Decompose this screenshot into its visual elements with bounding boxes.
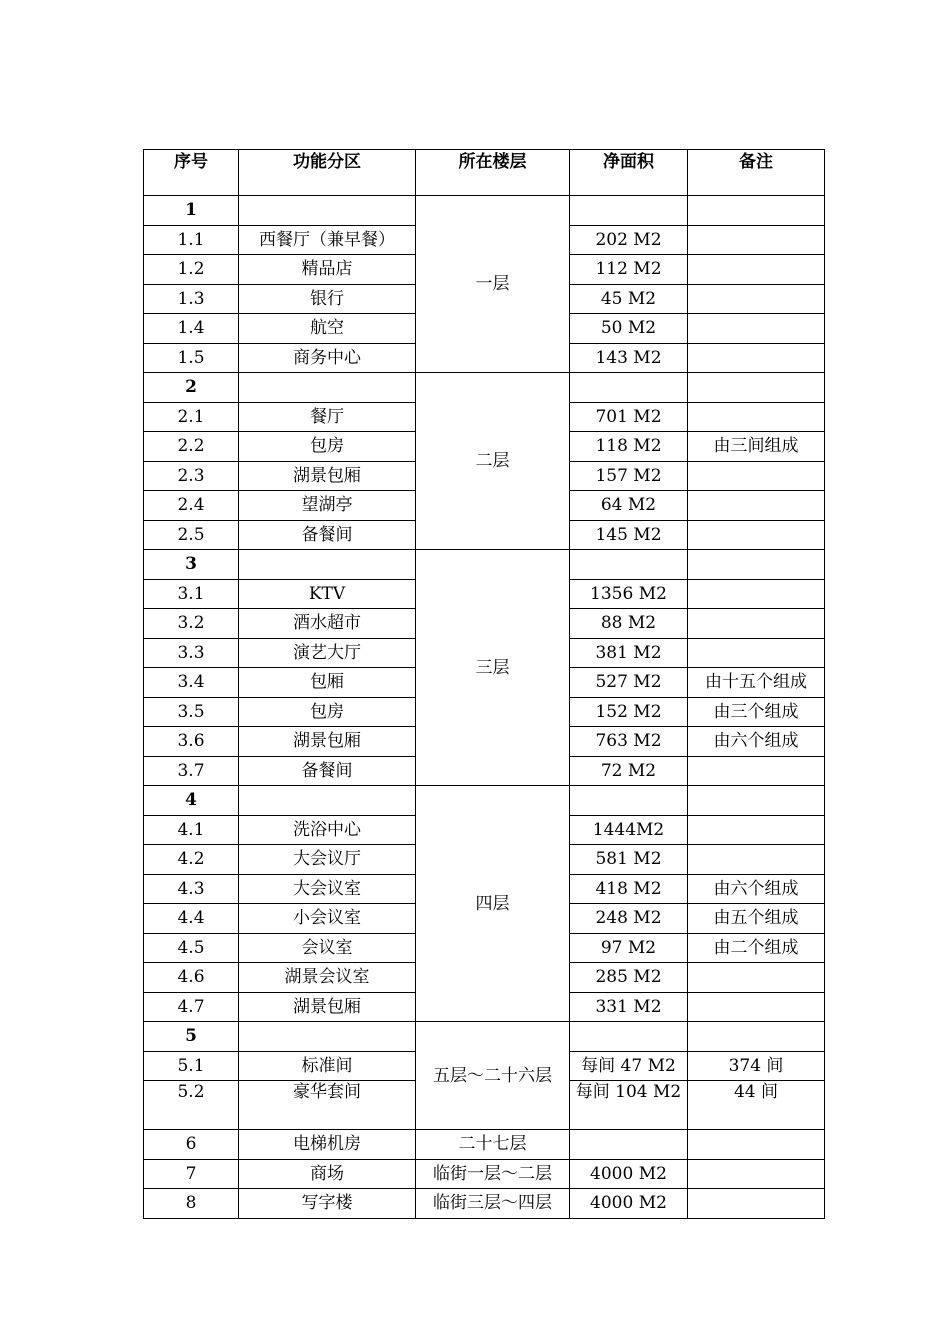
row-function-area: [239, 196, 416, 226]
row-note: [688, 579, 825, 609]
table-body: [144, 196, 825, 1219]
row-function-area: 精品店: [239, 255, 416, 285]
row-net-area: 每间 104 M2: [570, 1081, 688, 1130]
row-floor: 四层: [416, 786, 570, 1022]
table-header-row: [144, 150, 825, 196]
row-net-area: [570, 1022, 688, 1052]
row-note: 由五个组成: [688, 904, 825, 934]
row-note: [688, 815, 825, 845]
row-net-area: 64 M2: [570, 491, 688, 521]
row-net-area: [570, 373, 688, 403]
table-row: [144, 786, 825, 816]
row-net-area: 331 M2: [570, 992, 688, 1022]
row-note: [688, 373, 825, 403]
row-number: 7: [144, 1159, 239, 1189]
row-net-area: 143 M2: [570, 343, 688, 373]
row-function-area: 湖景会议室: [239, 963, 416, 993]
row-number: 3.5: [144, 697, 239, 727]
row-number: 1.2: [144, 255, 239, 285]
row-floor: 一层: [416, 196, 570, 373]
row-function-area: 大会议室: [239, 874, 416, 904]
row-function-area: 西餐厅（兼早餐）: [239, 225, 416, 255]
row-function-area: 湖景包厢: [239, 727, 416, 757]
row-floor: 临街一层～二层: [416, 1159, 570, 1189]
row-function-area: 电梯机房: [239, 1130, 416, 1160]
row-note: [688, 609, 825, 639]
row-function-area: 湖景包厢: [239, 461, 416, 491]
row-note: [688, 963, 825, 993]
row-floor: 五层～二十六层: [416, 1022, 570, 1130]
row-function-area: 湖景包厢: [239, 992, 416, 1022]
row-net-area: 50 M2: [570, 314, 688, 344]
row-function-area: [239, 550, 416, 580]
row-note: 374 间: [688, 1051, 825, 1081]
row-net-area: 45 M2: [570, 284, 688, 314]
row-net-area: 72 M2: [570, 756, 688, 786]
row-function-area: 包房: [239, 432, 416, 462]
header-note: 备注: [688, 150, 825, 196]
row-number: 2.3: [144, 461, 239, 491]
row-note: [688, 1130, 825, 1160]
row-number: 4: [144, 786, 239, 816]
header-no: 序号: [144, 150, 239, 196]
row-net-area: 285 M2: [570, 963, 688, 993]
row-note: [688, 491, 825, 521]
row-function-area: 望湖亭: [239, 491, 416, 521]
table-row: [144, 550, 825, 580]
row-number: 4.6: [144, 963, 239, 993]
row-number: 1.3: [144, 284, 239, 314]
row-note: [688, 1022, 825, 1052]
row-floor: 二层: [416, 373, 570, 550]
row-number: 4.5: [144, 933, 239, 963]
row-note: [688, 343, 825, 373]
row-function-area: 航空: [239, 314, 416, 344]
row-number: 4.2: [144, 845, 239, 875]
row-net-area: 88 M2: [570, 609, 688, 639]
row-number: 5.1: [144, 1051, 239, 1081]
row-number: 3: [144, 550, 239, 580]
row-number: 2.2: [144, 432, 239, 462]
row-net-area: 1444M2: [570, 815, 688, 845]
row-number: 1.1: [144, 225, 239, 255]
row-number: 2.1: [144, 402, 239, 432]
row-note: 由六个组成: [688, 874, 825, 904]
row-net-area: 527 M2: [570, 668, 688, 698]
row-number: 2.4: [144, 491, 239, 521]
row-note: [688, 255, 825, 285]
table-row: [144, 1159, 825, 1189]
table-row: [144, 373, 825, 403]
row-net-area: 418 M2: [570, 874, 688, 904]
row-floor: 三层: [416, 550, 570, 786]
row-number: 4.4: [144, 904, 239, 934]
row-function-area: 餐厅: [239, 402, 416, 432]
row-function-area: [239, 1022, 416, 1052]
row-note: [688, 756, 825, 786]
row-function-area: 标准间: [239, 1051, 416, 1081]
row-net-area: [570, 1130, 688, 1160]
row-number: 4.3: [144, 874, 239, 904]
row-function-area: KTV: [239, 579, 416, 609]
row-number: 3.6: [144, 727, 239, 757]
row-function-area: 酒水超市: [239, 609, 416, 639]
row-note: [688, 520, 825, 550]
header-function-area: 功能分区: [239, 150, 416, 196]
row-note: 由六个组成: [688, 727, 825, 757]
row-net-area: 152 M2: [570, 697, 688, 727]
row-number: 2: [144, 373, 239, 403]
row-note: [688, 786, 825, 816]
row-net-area: 381 M2: [570, 638, 688, 668]
row-net-area: 701 M2: [570, 402, 688, 432]
row-net-area: [570, 550, 688, 580]
row-function-area: 商场: [239, 1159, 416, 1189]
row-number: 2.5: [144, 520, 239, 550]
header-floor: 所在楼层: [416, 150, 570, 196]
row-number: 4.1: [144, 815, 239, 845]
row-function-area: 备餐间: [239, 756, 416, 786]
row-note: [688, 1189, 825, 1219]
row-note: [688, 314, 825, 344]
row-note: 44 间: [688, 1081, 825, 1130]
row-number: 3.1: [144, 579, 239, 609]
row-function-area: 银行: [239, 284, 416, 314]
row-number: 1: [144, 196, 239, 226]
row-function-area: 商务中心: [239, 343, 416, 373]
row-note: [688, 550, 825, 580]
row-function-area: 大会议厅: [239, 845, 416, 875]
table-row: [144, 1022, 825, 1052]
table-row: [144, 1130, 825, 1160]
row-function-area: 会议室: [239, 933, 416, 963]
row-note: 由三间组成: [688, 432, 825, 462]
row-net-area: 145 M2: [570, 520, 688, 550]
row-floor: 二十七层: [416, 1130, 570, 1160]
row-floor: 临街三层～四层: [416, 1189, 570, 1219]
row-number: 8: [144, 1189, 239, 1219]
row-note: [688, 992, 825, 1022]
row-note: [688, 845, 825, 875]
row-note: 由三个组成: [688, 697, 825, 727]
row-note: 由二个组成: [688, 933, 825, 963]
row-function-area: 小会议室: [239, 904, 416, 934]
row-number: 3.4: [144, 668, 239, 698]
row-net-area: [570, 196, 688, 226]
row-net-area: 157 M2: [570, 461, 688, 491]
row-net-area: [570, 786, 688, 816]
row-function-area: 洗浴中心: [239, 815, 416, 845]
row-net-area: 1356 M2: [570, 579, 688, 609]
row-function-area: 包房: [239, 697, 416, 727]
row-net-area: 248 M2: [570, 904, 688, 934]
row-function-area: [239, 373, 416, 403]
row-net-area: 每间 47 M2: [570, 1051, 688, 1081]
row-function-area: 写字楼: [239, 1189, 416, 1219]
row-number: 4.7: [144, 992, 239, 1022]
function-area-table: [143, 149, 825, 1219]
row-note: [688, 461, 825, 491]
row-number: 5: [144, 1022, 239, 1052]
row-net-area: 581 M2: [570, 845, 688, 875]
row-net-area: 112 M2: [570, 255, 688, 285]
row-function-area: 备餐间: [239, 520, 416, 550]
row-number: 5.2: [144, 1081, 239, 1130]
row-function-area: 豪华套间: [239, 1081, 416, 1130]
row-note: [688, 638, 825, 668]
row-number: 1.4: [144, 314, 239, 344]
row-note: [688, 196, 825, 226]
row-net-area: 202 M2: [570, 225, 688, 255]
row-number: 6: [144, 1130, 239, 1160]
row-function-area: 包厢: [239, 668, 416, 698]
row-note: [688, 1159, 825, 1189]
row-net-area: 118 M2: [570, 432, 688, 462]
row-note: [688, 225, 825, 255]
row-number: 3.2: [144, 609, 239, 639]
row-number: 3.7: [144, 756, 239, 786]
row-net-area: 4000 M2: [570, 1159, 688, 1189]
row-net-area: 763 M2: [570, 727, 688, 757]
row-net-area: 4000 M2: [570, 1189, 688, 1219]
row-number: 3.3: [144, 638, 239, 668]
row-function-area: 演艺大厅: [239, 638, 416, 668]
row-net-area: 97 M2: [570, 933, 688, 963]
table-row: [144, 1189, 825, 1219]
row-note: [688, 402, 825, 432]
header-net-area: 净面积: [570, 150, 688, 196]
row-number: 1.5: [144, 343, 239, 373]
row-function-area: [239, 786, 416, 816]
row-note: [688, 284, 825, 314]
row-note: 由十五个组成: [688, 668, 825, 698]
table-row: [144, 196, 825, 226]
